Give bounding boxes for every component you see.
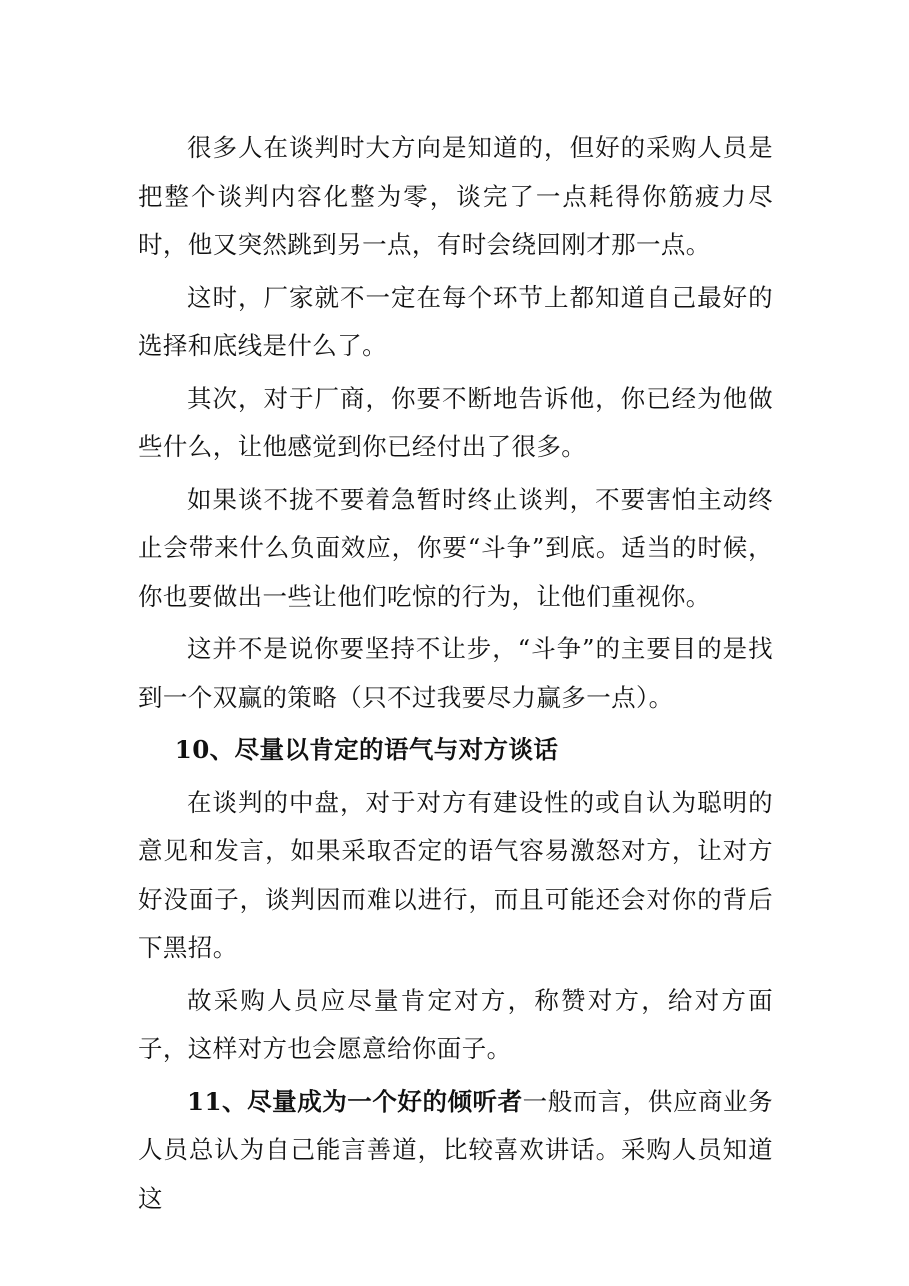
section-11-paragraph [138, 1078, 773, 1224]
section-10-heading: 10、尽量以肯定的语气与对方谈话 [174, 735, 559, 764]
paragraph-4: 如果谈不拢不要着急暂时终止谈判，不要害怕主动终止会带来什么负面效应，你要“斗争”到底。适当的时候，你也要做出一些让他们吃惊的行为，让他们重视你。 [138, 484, 773, 611]
section-11-text: 一般而言，供应商业务人员总认为自己能言善道，比较喜欢讲话。采购人员知道这 [138, 1086, 774, 1213]
paragraph-3: 其次，对于厂商，你要不断地告诉他，你已经为他做些什么，让他感觉到你已经付出了很多。 [138, 383, 773, 461]
section-10-paragraph-2: 故采购人员应尽量肯定对方，称赞对方，给对方面子，这样对方也会愿意给你面子。 [138, 985, 773, 1063]
section-10-paragraph-1: 在谈判的中盘，对于对方有建设性的或自认为聪明的意见和发言，如果采取否定的语气容易激怒对方，让对方好没面子，谈判因而难以进行，而且可能还会对你的背后下黑招。 [138, 787, 773, 962]
paragraph-1: 很多人在谈判时大方向是知道的，但好的采购人员是把整个谈判内容化整为零，谈完了一点耗得你筋疲力尽时，他又突然跳到另一点，有时会绕回刚才那一点。 [138, 133, 773, 259]
paragraph-2: 这时，厂家就不一定在每个环节上都知道自己最好的选择和底线是什么了。 [138, 282, 773, 360]
document-body [138, 124, 773, 1223]
section-11-heading: 11、尽量成为一个好的倾听者 [187, 1086, 523, 1116]
paragraph-5: 这并不是说你要坚持不让步，“斗争”的主要目的是找到一个双赢的策略（只不过我要尽力赢多一点）。 [138, 634, 773, 712]
